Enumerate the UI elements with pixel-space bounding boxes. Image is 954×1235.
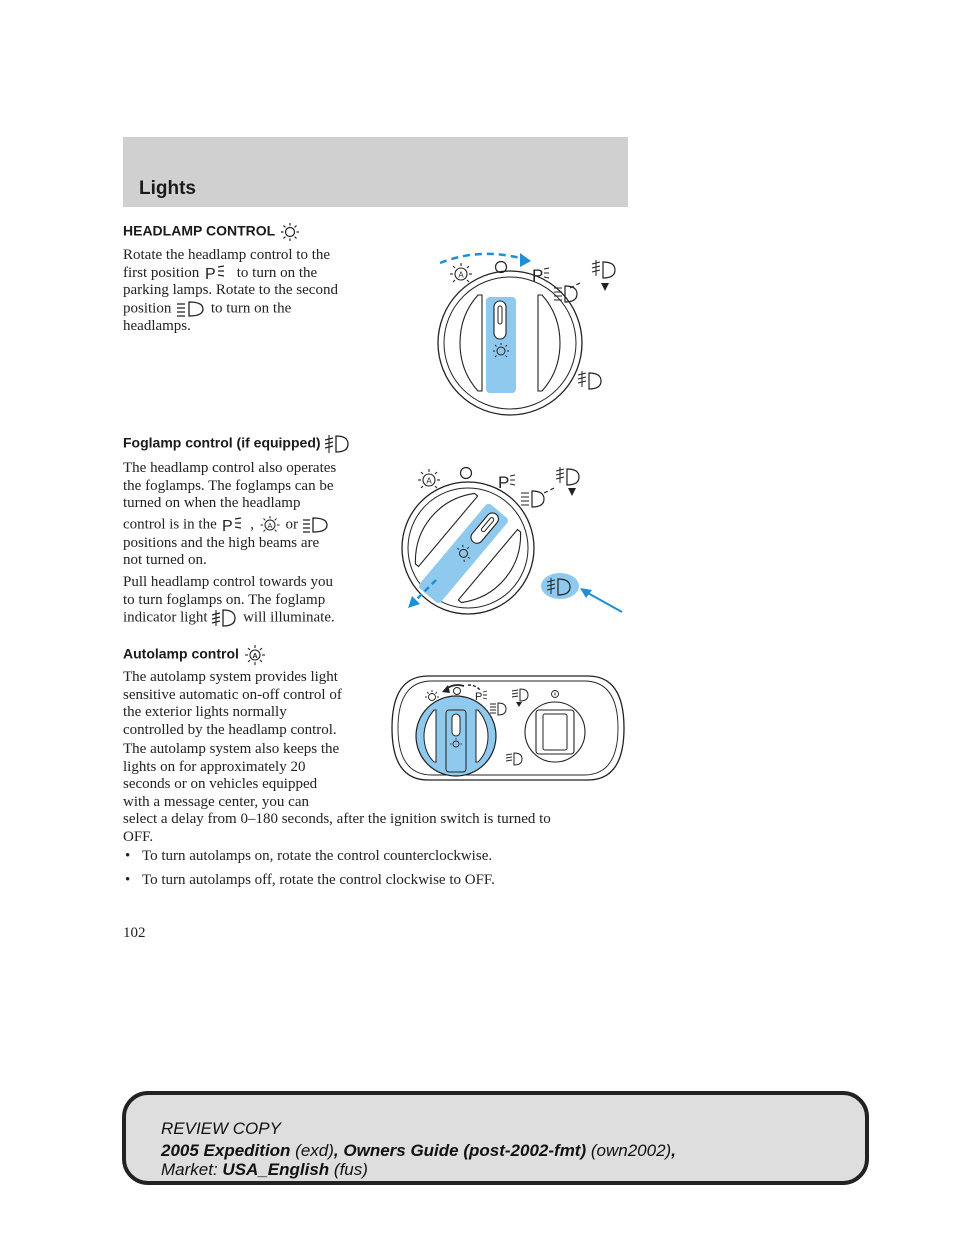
- rotation-arrow-path: [440, 254, 524, 263]
- headlamp-dial-figure: [420, 245, 650, 420]
- off-position-icon: [461, 468, 472, 479]
- autolamp-icon: [243, 644, 267, 666]
- text-line: headlamps.: [123, 317, 191, 334]
- dial-grip-right: [538, 295, 560, 391]
- indicator-pointer-arrow: [586, 592, 622, 612]
- text-line: seconds or on vehicles equipped: [123, 776, 318, 792]
- fog-lamp-position-icon: [578, 371, 601, 389]
- text-fragment: to turn on the: [210, 299, 292, 316]
- foglamp-dial-figure: [400, 460, 630, 620]
- text-fragment: first position: [123, 264, 200, 281]
- pull-down-arrow-icon: [601, 283, 609, 291]
- footer-separator: ,: [333, 1141, 339, 1160]
- text-line: parking lamps. Rotate to the second: [123, 282, 338, 298]
- text-line: [123, 265, 383, 283]
- low-beam-position-icon: [521, 491, 544, 507]
- text-line: Rotate the headlamp control to the: [123, 247, 331, 263]
- text-fragment: position: [123, 299, 172, 316]
- footer-guide: Owners Guide (post-2002-fmt): [343, 1141, 587, 1160]
- parking-lamp-letter: P: [221, 517, 233, 534]
- text-line: turned on when the headlamp: [123, 495, 301, 511]
- autolamp-paragraph-1: [123, 669, 388, 739]
- fog-lamp-high-icon: [592, 260, 615, 278]
- footer-guide-code: (own2002): [590, 1141, 672, 1160]
- text-line: the exterior lights normally: [123, 704, 287, 720]
- dimmer-wheel-face: [543, 714, 567, 750]
- autolamp-letter: A: [458, 270, 464, 280]
- text-line: [123, 515, 383, 535]
- text-fragment: indicator light: [123, 609, 208, 626]
- indicator-pointer-arrowhead: [580, 588, 592, 598]
- text-line: OFF.: [123, 828, 154, 845]
- footer-model: 2005 Expedition: [161, 1141, 291, 1160]
- autolamp-icon: [258, 515, 282, 535]
- text-line: lights on for approximately 20: [123, 758, 306, 775]
- text-line: positions and the high beams are: [123, 534, 320, 551]
- parking-lamp-icon: [221, 516, 247, 534]
- text-fragment: will illuminate.: [243, 609, 335, 626]
- text-line: The headlamp control also operates: [123, 460, 337, 476]
- autolamp-heading-text: Autolamp control: [123, 645, 239, 662]
- footer-separator: ,: [671, 1141, 676, 1160]
- footer-model-code: (exd): [295, 1141, 334, 1160]
- footer-market: USA_English: [222, 1160, 330, 1179]
- headlamp-heading-text: HEADLAMP CONTROL: [123, 222, 275, 239]
- low-beam-icon: [175, 300, 207, 318]
- parking-position-letter: P: [475, 691, 483, 703]
- text-fragment: to turn on the: [236, 264, 318, 281]
- text-line: Pull headlamp control towards you: [123, 574, 333, 590]
- bullet-text: To turn autolamps off, rotate the control clockwise to OFF.: [142, 872, 495, 888]
- knob-slot: [452, 714, 460, 736]
- dial-grip-left: [460, 295, 482, 391]
- pull-down-arrow-icon: [568, 488, 576, 496]
- autolamp-letter: A: [267, 522, 273, 530]
- bullet-dot: •: [125, 872, 131, 888]
- text-line: [123, 609, 383, 627]
- foglamp-paragraph-2: [123, 574, 383, 627]
- list-item: [125, 872, 625, 892]
- text-fragment: control is in the: [123, 515, 217, 532]
- fog-lamp-high-icon: [556, 467, 579, 485]
- footer-market-line: [161, 1160, 368, 1180]
- footer-market-code: (fus): [333, 1160, 368, 1179]
- text-line: with a message center, you can: [123, 793, 309, 810]
- foglamp-icon: [324, 434, 350, 454]
- text-line: controlled by the headlamp control.: [123, 721, 337, 738]
- foglamp-heading: [123, 434, 350, 454]
- autolamp-panel-figure: [388, 672, 628, 788]
- footer-review-copy: REVIEW COPY: [161, 1119, 281, 1138]
- bullet-text: To turn autolamps on, rotate the control counterclockwise.: [142, 848, 493, 864]
- text-line: The autolamp system provides light: [123, 669, 338, 685]
- low-beam-icon: [302, 516, 330, 534]
- text-line: The autolamp system also keeps the: [123, 741, 340, 757]
- text-line: sensitive automatic on-off control of: [123, 686, 342, 703]
- text-line: select a delay from 0–180 seconds, after the ignition switch is turned to: [123, 811, 551, 827]
- rotation-arrowhead: [520, 253, 531, 267]
- text-line: to turn foglamps on. The foglamp: [123, 591, 326, 608]
- text-line: not turned on.: [123, 552, 207, 568]
- parking-position-letter: P: [532, 266, 544, 285]
- text-fragment: ,: [250, 515, 254, 532]
- parking-position-letter: P: [498, 473, 510, 492]
- headlamp-heading: [123, 222, 301, 242]
- section-header-band: [123, 137, 628, 207]
- footer-market-label: Market:: [161, 1160, 218, 1179]
- text-line: [123, 300, 383, 318]
- foglamp-paragraph-1: [123, 460, 383, 570]
- parking-lamp-icon: [203, 265, 233, 281]
- headlamp-paragraph: [123, 247, 383, 335]
- headlamp-sun-icon: [279, 222, 301, 242]
- parking-lamp-letter: P: [205, 266, 216, 282]
- page-number: 102: [123, 925, 146, 941]
- parking-position-icon: [498, 473, 515, 492]
- bullet-dot: •: [125, 848, 131, 864]
- dial-knob-slot: [494, 301, 506, 339]
- list-item: [125, 848, 625, 868]
- foglamp-indicator-icon: [211, 609, 239, 627]
- foglamp-heading-text: Foglamp control (if equipped): [123, 434, 321, 451]
- text-line: the foglamps. The foglamps can be: [123, 477, 334, 494]
- autolamp-heading: [123, 644, 267, 666]
- footer-document-line: [161, 1141, 676, 1161]
- autolamp-letter: A: [426, 476, 432, 486]
- autolamp-position-icon: [418, 469, 440, 488]
- text-fragment: or: [285, 515, 298, 532]
- autolamp-letter: A: [252, 653, 258, 660]
- autolamp-position-icon: [450, 263, 472, 282]
- section-title: Lights: [139, 178, 196, 199]
